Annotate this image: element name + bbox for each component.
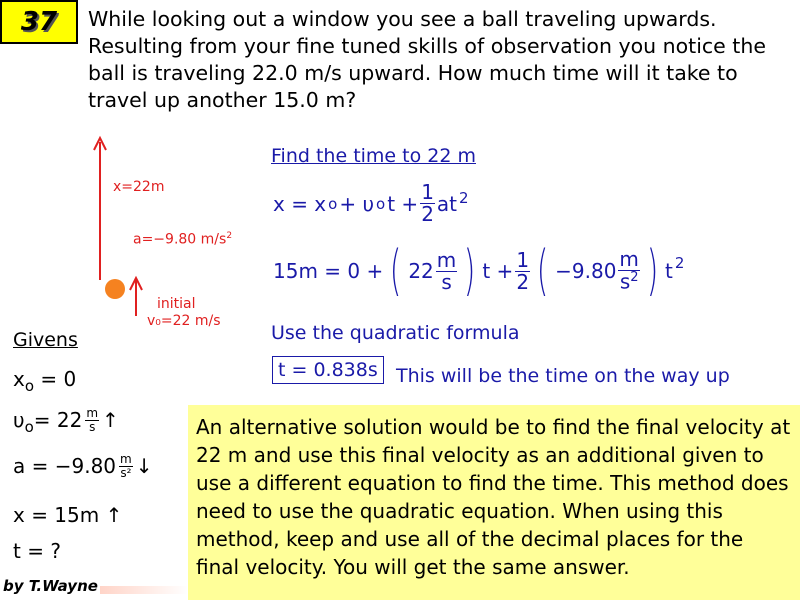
up-arrow-icon: ↑ — [105, 503, 123, 527]
problem-statement: While looking out a window you see a ball traveling upwards. Resulting from your fine tuned skills of observation you notice the ball is traveling 22.0 m/s upward. How much time will it take to travel up another 15.0 m? — [88, 7, 766, 112]
given-acceleration: a = −9.80 $\frac{m}{\text{s²}}$ ↓ — [13, 452, 153, 480]
substituted-equation: 15m = 0 + ( 22 $\frac{m}{s}$ ) t + $\frac{1}{2}$ ( −9.80 $\frac{m}{s^2}$ ) t $^2$ — [273, 239, 685, 302]
acceleration-label: a=−9.80 $m/s^2$ — [133, 231, 233, 248]
down-arrow-icon: ↓ — [135, 454, 153, 479]
ball-icon — [105, 279, 125, 299]
result-value: t = 0.838s — [272, 356, 384, 384]
solution-heading: Find the time to 22 m — [271, 145, 476, 167]
result-note: This will be the time on the way up — [396, 365, 730, 387]
given-time: t = ? — [13, 539, 61, 563]
givens-heading: Givens — [13, 329, 78, 351]
credit-bar — [100, 586, 188, 594]
initial-label: initial — [157, 296, 196, 312]
displacement-label: x=22m — [113, 179, 165, 195]
given-displacement: x = 15m ↑ — [13, 503, 123, 527]
method-label: Use the quadratic formula — [271, 322, 520, 344]
author-credit: by T.Wayne — [3, 577, 98, 595]
slide-number-badge — [0, 0, 78, 44]
up-arrow-icon: ↑ — [102, 408, 119, 432]
slide-number: 37 — [20, 7, 58, 37]
given-x0: $x_o = 0$ — [13, 367, 77, 395]
given-v0: υ $_o$ = 22 $\frac{m}{s}$ ↑ — [13, 405, 119, 436]
alternative-solution-note: An alternative solution would be to find the final velocity at 22 m and use this final velocity as an additional given to use a different equation to find the time. This method does need to use the quadratic equation. When using this method, keep and use all of the decimal places for the final velocity. You will get the same answer. — [188, 405, 800, 600]
kinematic-equation: x = x o + υ o t + $\frac{1}{2}$ at $^2$ — [273, 180, 469, 226]
initial-velocity-label: v₀=22 m/s — [147, 313, 221, 329]
